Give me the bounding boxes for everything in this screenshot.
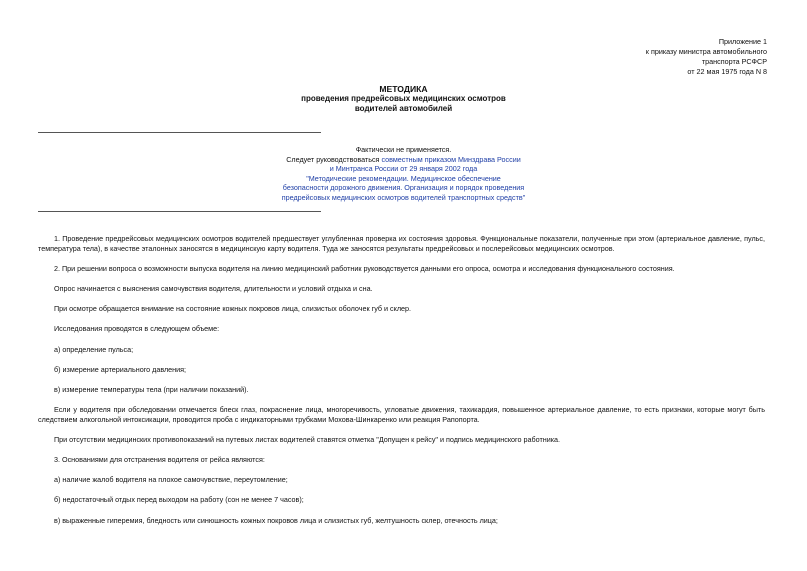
note-line xyxy=(0,155,807,165)
order-link[interactable]: предрейсовых медицинских осмотров водителей транспортных средств" xyxy=(281,192,526,202)
paragraph: Опрос начинается с выяснения самочувствия водителя, длительности и условий отдыха и сна. xyxy=(54,283,373,293)
paragraph: а) наличие жалоб водителя на плохое самочувствие, переутомление; xyxy=(54,475,288,485)
paragraph: б) измерение артериального давления; xyxy=(54,364,187,374)
note-text: Следует руководствоваться xyxy=(286,154,382,164)
appendix-line: к приказу министра автомобильного xyxy=(645,47,767,56)
title-line: проведения предрейсовых медицинских осмотров xyxy=(301,94,506,103)
document-body xyxy=(38,234,765,536)
title-main: МЕТОДИКА xyxy=(379,84,428,94)
paragraph: 1. Проведение предрейсовых медицинских осмотров водителей предшествует углубленная проверка их состояния здоровья. Функциональные показатели, полученные при этом (артериальное давление, пульс, температура тела), в качестве эталонных заносятся в медицинскую карту водителя. Туда же заносятся результаты предрейсовых и послерейсовых медицинских осмотров. xyxy=(38,234,765,253)
paragraph: 3. Основаниями для отстранения водителя от рейса являются: xyxy=(54,455,265,465)
order-link[interactable]: "Методические рекомендации. Медицинское обеспечение xyxy=(306,173,501,183)
order-link[interactable]: совместным приказом Минздрава России xyxy=(381,154,521,164)
note-line: Фактически не применяется. xyxy=(355,145,452,154)
paragraph: а) определение пульса; xyxy=(54,344,134,354)
paragraph: б) недостаточный отдых перед выходом на работу (сон не менее 7 часов); xyxy=(54,495,304,505)
paragraph: Если у водителя при обследовании отмечается блеск глаз, покраснение лица, многоречивость, угловатые движения, тахикардия, повышенное артериальное давление, то есть признаки, которые могут быть следствием алкогольной интоксикации, проводится проба с индикаторными трубками Мохова-Шинкаренко или реакция Рапопорта. xyxy=(38,405,765,424)
appendix-line: Приложение 1 xyxy=(718,37,767,46)
status-note xyxy=(0,145,807,203)
paragraph: При отсутствии медицинских противопоказаний на путевых листах водителей ставятся отметка "Допущен к рейсу" и подпись медицинского работника. xyxy=(54,434,561,444)
paragraph: в) выраженные гиперемия, бледность или синюшность кожных покровов лица и слизистых губ, желтушность склер, отечность лица; xyxy=(54,515,498,525)
paragraph: Исследования проводятся в следующем объеме: xyxy=(54,324,220,334)
order-link[interactable]: безопасности дорожного движения. Организация и порядок проведения xyxy=(282,183,525,193)
title-line: водителей автомобилей xyxy=(354,104,453,113)
divider-top xyxy=(38,132,321,133)
paragraph: в) измерение температуры тела (при наличии показаний). xyxy=(54,384,249,394)
appendix-header xyxy=(527,37,767,77)
divider-bottom xyxy=(38,211,321,212)
appendix-line: транспорта РСФСР xyxy=(701,57,767,66)
order-link[interactable]: и Минтранса России от 29 января 2002 года xyxy=(329,164,478,174)
paragraph: 2. При решении вопроса о возможности выпуска водителя на линию медицинский работник руководствуется данными его опроса, осмотра и исследования функционального состояния. xyxy=(54,263,675,273)
paragraph: При осмотре обращается внимание на состояние кожных покровов лица, слизистых оболочек губ и склер. xyxy=(54,304,412,314)
document-title xyxy=(0,84,807,114)
appendix-line: от 22 мая 1975 года N 8 xyxy=(687,67,767,76)
